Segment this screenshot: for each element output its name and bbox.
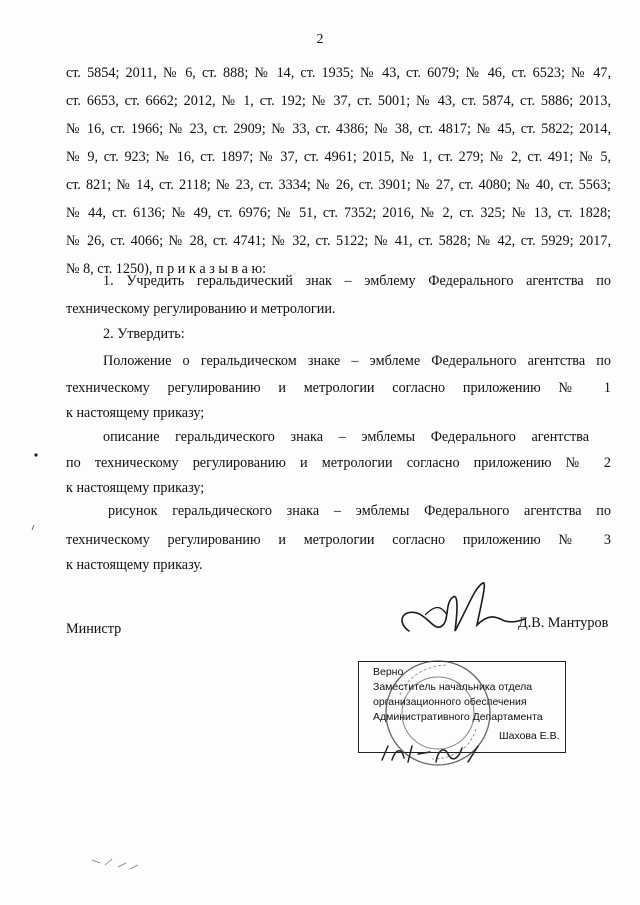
stamp-line: организационного обеспечения	[373, 696, 527, 708]
reference-line: № 26, ст. 4066; № 28, ст. 4741; № 32, ст. 5122; № 41, ст. 5828; № 42, ст. 5929; 2017,	[66, 233, 611, 249]
reference-line: № 16, ст. 1966; № 23, ст. 2909; № 33, ст. 4386; № 38, ст. 4817; № 45, ст. 5822; 2014,	[66, 121, 611, 137]
signatory-name: Д.В. Мантуров	[518, 615, 609, 631]
handwritten-signature	[395, 575, 530, 645]
paragraph-line: к настоящему приказу.	[66, 557, 203, 573]
paragraph-line: техническому регулированию и метрологии согласно приложению № 3	[66, 532, 611, 548]
paragraph-line: описание геральдического знака – эмблемы Федерального агентства	[103, 429, 589, 445]
reference-line: № 9, ст. 923; № 16, ст. 1897; № 37, ст. 4961; 2015, № 1, ст. 279; № 2, ст. 491; № 5,	[66, 149, 611, 165]
reference-line: № 44, ст. 6136; № 49, ст. 6976; № 51, ст. 7352; 2016, № 2, ст. 325; № 13, ст. 1828;	[66, 205, 611, 221]
stamp-line: Административного Департамента	[373, 711, 543, 723]
signatory-position: Министр	[66, 621, 122, 637]
reference-line: ст. 5854; 2011, № 6, ст. 888; № 14, ст. 1935; № 43, ст. 6079; № 46, ст. 6523; № 47,	[66, 65, 611, 81]
stamp-line: Заместитель начальника отдела	[373, 681, 533, 693]
paragraph-line: Положение о геральдическом знаке – эмблеме Федерального агентства по	[103, 353, 611, 369]
paragraph-line: рисунок геральдического знака – эмблемы Федерального агентства по	[108, 503, 611, 519]
handwritten-date	[378, 740, 488, 768]
order-clause: № 8, ст. 1250), п р и к а з ы в а ю:	[66, 261, 267, 277]
stamp-line: Верно	[373, 666, 404, 678]
scan-speckles	[30, 445, 170, 885]
paragraph-line: к настоящему приказу;	[66, 405, 205, 421]
reference-line: ст. 6653, ст. 6662; 2012, № 1, ст. 192; № 37, ст. 5001; № 43, ст. 5874, ст. 5886; 2013,	[66, 93, 611, 109]
page-number: 2	[316, 32, 324, 47]
stamp-line: Шахова Е.В.	[499, 730, 560, 742]
item-2-heading: 2. Утвердить:	[103, 326, 185, 342]
item-1-line: 1. Учредить геральдический знак – эмблему Федерального агентства по	[103, 273, 611, 289]
paragraph-line: техническому регулированию и метрологии согласно приложению № 1	[66, 380, 611, 396]
reference-line: ст. 821; № 14, ст. 2118; № 23, ст. 3334; № 26, ст. 3901; № 27, ст. 4080; № 40, ст. 5563;	[66, 177, 611, 193]
item-1-line: техническому регулированию и метрологии.	[66, 301, 336, 317]
paragraph-line: к настоящему приказу;	[66, 480, 205, 496]
paragraph-line: по техническому регулированию и метрологии согласно приложению № 2	[66, 455, 611, 471]
